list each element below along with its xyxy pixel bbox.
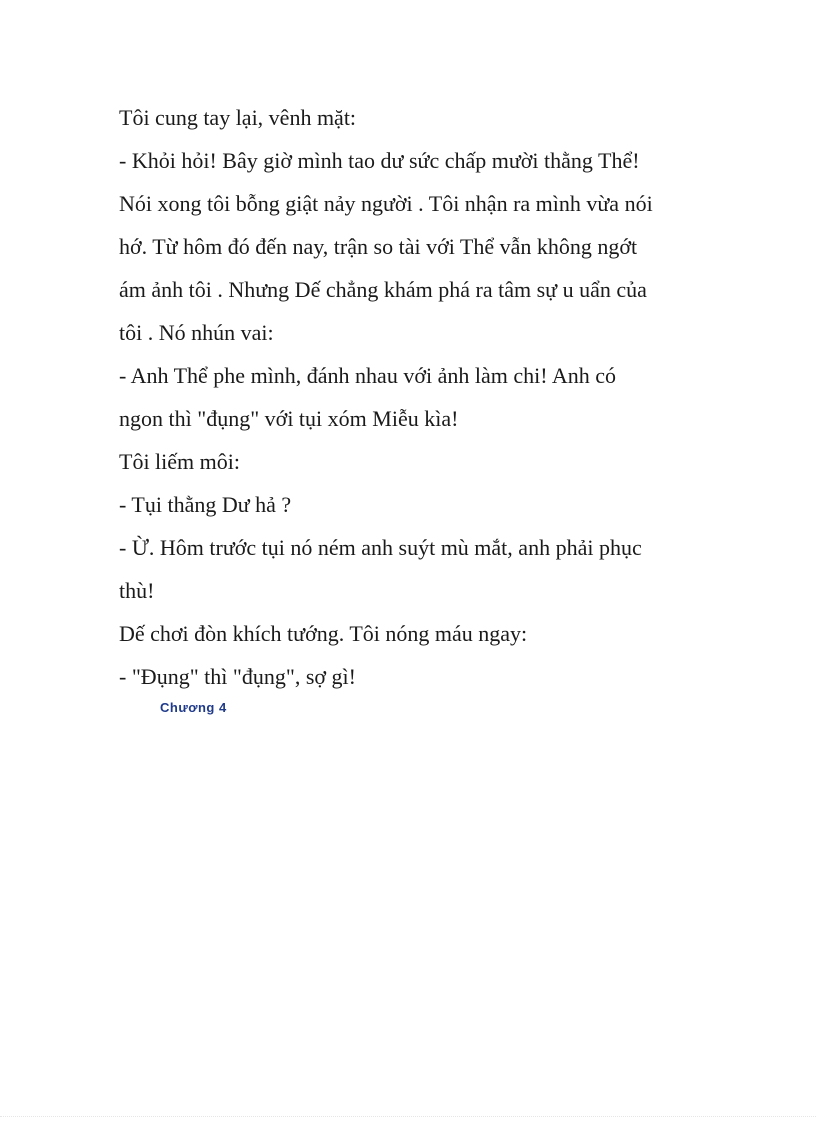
text-line: thù! — [119, 578, 155, 603]
body-text — [119, 96, 719, 698]
text-line: hớ. Từ hôm đó đến nay, trận so tài với Thể vẫn không ngớt — [119, 234, 638, 259]
text-line: - Khỏi hỏi! Bây giờ mình tao dư sức chấp mười thằng Thể! — [119, 148, 640, 173]
text-line: ám ảnh tôi . Nhưng Dế chẳng khám phá ra tâm sự u uẩn của — [119, 277, 647, 302]
text-line: Tôi liếm môi: — [119, 449, 240, 474]
chapter-link[interactable]: Chương 4 — [160, 700, 227, 715]
text-line: - Tụi thằng Dư hả ? — [119, 492, 292, 517]
text-line: Nói xong tôi bỗng giật nảy người . Tôi nhận ra mình vừa nói — [119, 191, 653, 216]
text-line: - Ừ. Hôm trước tụi nó ném anh suýt mù mắt, anh phải phục — [119, 535, 642, 560]
text-line: ngon thì "đụng" với tụi xóm Miễu kìa! — [119, 406, 459, 431]
page-bottom-divider — [0, 1116, 816, 1117]
text-line: Tôi cung tay lại, vênh mặt: — [119, 105, 357, 130]
text-line: - "Đụng" thì "đụng", sợ gì! — [119, 664, 356, 689]
text-line: Dế chơi đòn khích tướng. Tôi nóng máu ngay: — [119, 621, 528, 646]
text-line: - Anh Thể phe mình, đánh nhau với ảnh làm chi! Anh có — [119, 363, 616, 388]
text-line: tôi . Nó nhún vai: — [119, 320, 274, 345]
